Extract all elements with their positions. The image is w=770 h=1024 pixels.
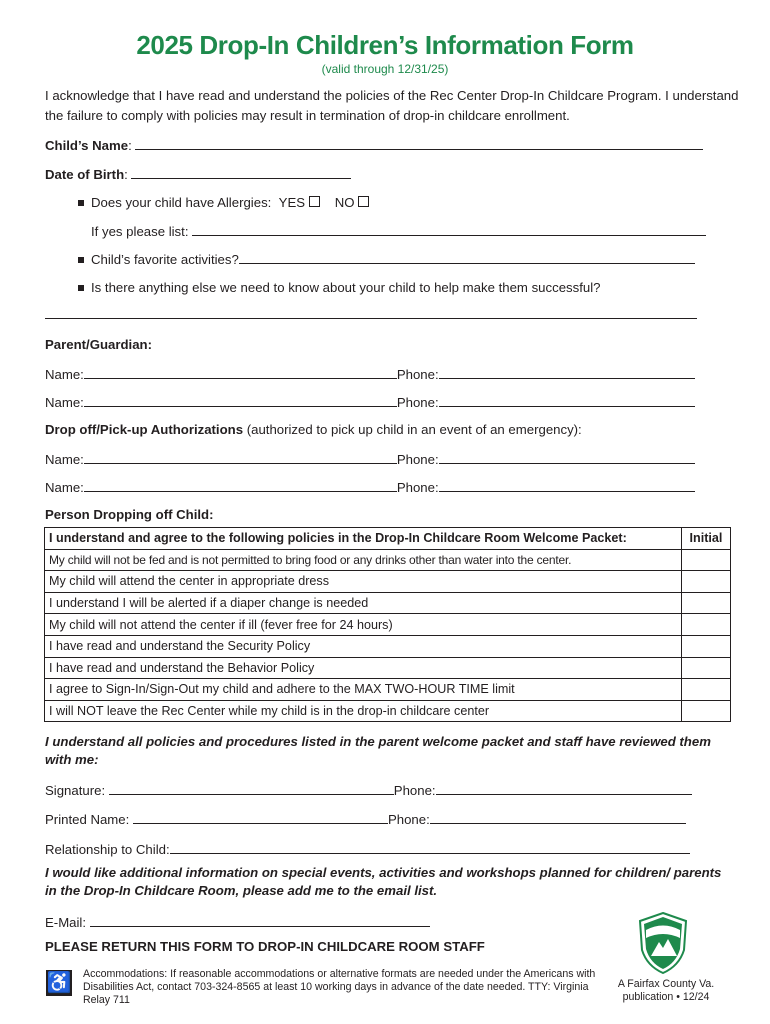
policy-text: My child will attend the center in appropriate dress <box>45 571 682 593</box>
bullet-icon <box>78 257 84 263</box>
allergies-no-label: NO <box>334 195 355 210</box>
dob-field[interactable] <box>131 166 351 179</box>
publication-line-1: A Fairfax County Va. <box>617 978 715 990</box>
allergy-list-row <box>91 223 706 239</box>
printed-name-field[interactable] <box>133 811 388 824</box>
allergies-row <box>45 195 369 210</box>
bullet-icon <box>78 200 84 206</box>
relationship-row <box>45 841 690 857</box>
initial-field[interactable] <box>682 700 731 722</box>
accommodations-text: Accommodations: If reasonable accommodations or alternative formats are needed under the Americans with Disabilities Act, contact 703-324-8565 at least 10 working days in advance of the date needed. TTY: Virginia Relay 711 <box>83 968 596 1006</box>
signature-row <box>45 782 692 798</box>
email-label: E-Mail: <box>45 915 87 930</box>
pickup-name-label: Name: <box>45 480 84 495</box>
printed-phone-label: Phone: <box>387 812 430 827</box>
policy-text: My child will not be fed and is not permitted to bring food or any drinks other than water into the center. <box>45 549 682 571</box>
email-field[interactable] <box>90 914 430 927</box>
policy-text: I understand I will be alerted if a diaper change is needed <box>45 592 682 614</box>
signature-phone-field[interactable] <box>436 782 692 795</box>
initial-field[interactable] <box>682 679 731 701</box>
printed-name-label: Printed Name: <box>45 812 130 827</box>
park-authority-logo <box>637 912 689 974</box>
else-field[interactable] <box>45 306 697 319</box>
initial-field[interactable] <box>682 657 731 679</box>
table-row <box>45 549 731 571</box>
pickup-name-label: Name: <box>45 452 84 467</box>
allergies-yes-label: YES <box>278 195 306 210</box>
parent-phone-label: Phone: <box>396 367 439 382</box>
pickup-heading-row <box>45 422 582 437</box>
activities-field[interactable] <box>239 251 695 264</box>
form-subtitle: (valid through 12/31/25) <box>321 62 449 76</box>
policies-table <box>44 527 731 722</box>
allergy-list-label: If yes please list: <box>91 224 189 239</box>
relationship-label: Relationship to Child: <box>45 842 170 857</box>
else-label: Is there anything else we need to know about your child to help make them successful? <box>91 280 601 295</box>
allergies-yes-checkbox[interactable] <box>309 196 320 207</box>
intro-text: I acknowledge that I have read and understand the policies of the Rec Center Drop-In Childcare Program. I understand the failure to comply with policies may result in termination of drop-in childcare enrollment. <box>45 88 739 123</box>
parent-name-field[interactable] <box>84 394 397 407</box>
pickup-heading: Drop off/Pick-up Authorizations <box>45 422 244 437</box>
policies-header: I understand and agree to the following policies in the Drop-In Childcare Room Welcome Packet: <box>45 528 682 550</box>
parent-row-2 <box>45 394 695 410</box>
initial-field[interactable] <box>682 635 731 657</box>
relationship-field[interactable] <box>170 841 690 854</box>
pickup-row-2 <box>45 479 695 495</box>
accessibility-icon: ♿ <box>46 972 72 994</box>
parent-heading: Parent/Guardian: <box>45 337 152 352</box>
policies-header-row <box>45 528 731 550</box>
pickup-phone-field[interactable] <box>439 479 695 492</box>
pickup-phone-field[interactable] <box>439 451 695 464</box>
dropping-heading: Person Dropping off Child: <box>45 507 214 522</box>
policy-text: I agree to Sign-In/Sign-Out my child and adhere to the MAX TWO-HOUR TIME limit <box>45 679 682 701</box>
parent-row-1 <box>45 366 695 382</box>
parent-name-field[interactable] <box>84 366 397 379</box>
initial-header: Initial <box>682 528 731 550</box>
policy-text: I have read and understand the Security Policy <box>45 635 682 657</box>
email-note: I would like additional information on special events, activities and workshops planned for children/ parents in the Drop-In Childcare Room, please add me to the email list. <box>45 865 722 898</box>
initial-field[interactable] <box>682 571 731 593</box>
child-name-row: Child’s Name: <box>45 137 703 153</box>
initial-field[interactable] <box>682 614 731 636</box>
parent-name-label: Name: <box>45 367 84 382</box>
table-row <box>45 700 731 722</box>
form-title: 2025 Drop-In Children’s Information Form <box>136 30 634 60</box>
table-row <box>45 614 731 636</box>
activities-row <box>45 251 695 267</box>
policy-text: I have read and understand the Behavior Policy <box>45 657 682 679</box>
pickup-name-field[interactable] <box>84 479 397 492</box>
signature-label: Signature: <box>45 783 106 798</box>
parent-phone-field[interactable] <box>439 366 695 379</box>
signature-field[interactable] <box>109 782 394 795</box>
policy-text: My child will not attend the center if ill (fever free for 24 hours) <box>45 614 682 636</box>
pickup-row-1 <box>45 451 695 467</box>
else-row <box>45 280 600 295</box>
table-row <box>45 571 731 593</box>
bullet-icon <box>78 285 84 291</box>
pickup-phone-label: Phone: <box>396 480 439 495</box>
pickup-phone-label: Phone: <box>396 452 439 467</box>
initial-field[interactable] <box>682 549 731 571</box>
child-name-field[interactable] <box>135 137 703 150</box>
activities-label: Child’s favorite activities? <box>91 252 239 267</box>
child-name-label: Child’s Name <box>45 138 129 153</box>
parent-name-label: Name: <box>45 395 84 410</box>
publication-line-2: publication • 12/24 <box>622 991 710 1003</box>
publication-info <box>604 978 728 1004</box>
printed-name-row <box>45 811 686 827</box>
pickup-name-field[interactable] <box>84 451 397 464</box>
dob-row: Date of Birth: <box>45 166 351 182</box>
table-row <box>45 635 731 657</box>
table-row <box>45 592 731 614</box>
allergies-label: Does your child have Allergies: <box>91 195 272 210</box>
signature-phone-label: Phone: <box>393 783 436 798</box>
allergy-list-field[interactable] <box>192 223 706 236</box>
table-row <box>45 657 731 679</box>
dob-label: Date of Birth <box>45 167 125 182</box>
policy-text: I will NOT leave the Rec Center while my child is in the drop-in childcare center <box>45 700 682 722</box>
parent-phone-field[interactable] <box>439 394 695 407</box>
printed-phone-field[interactable] <box>430 811 686 824</box>
parent-phone-label: Phone: <box>396 395 439 410</box>
initial-field[interactable] <box>682 592 731 614</box>
acknowledge-text: I understand all policies and procedures listed in the parent welcome packet and staff have reviewed them with me: <box>45 734 711 767</box>
else-answer-row <box>45 306 697 322</box>
table-row <box>45 679 731 701</box>
email-row <box>45 914 430 930</box>
pickup-heading-note: (authorized to pick up child in an event of an emergency): <box>246 422 582 437</box>
return-note: PLEASE RETURN THIS FORM TO DROP-IN CHILDCARE ROOM STAFF <box>45 939 485 954</box>
allergies-no-checkbox[interactable] <box>358 196 369 207</box>
